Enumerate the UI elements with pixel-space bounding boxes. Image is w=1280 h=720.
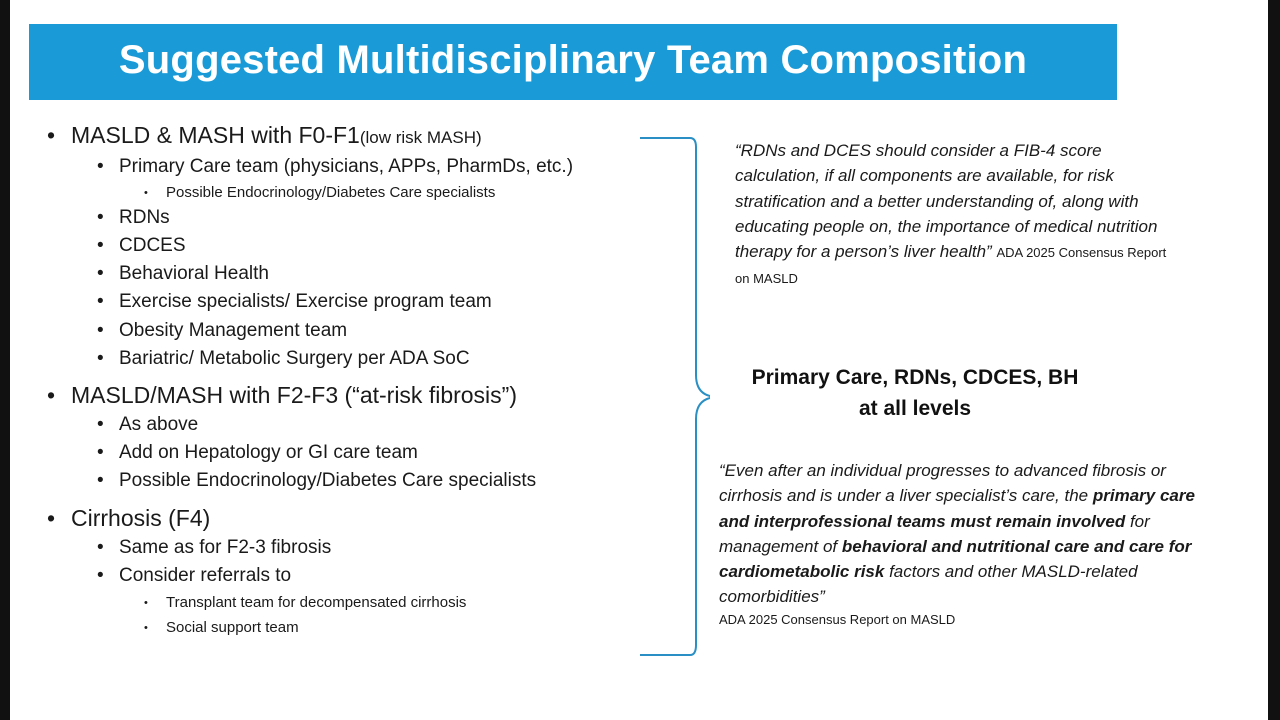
list-item: • Consider referrals to	[97, 565, 292, 586]
center-label	[725, 362, 1105, 424]
slide	[10, 0, 1268, 720]
section-heading-text: MASLD & MASH with F0-F1	[71, 122, 360, 148]
title-banner	[29, 24, 1117, 100]
curly-brace-icon	[640, 135, 710, 665]
section-heading-suffix: (low risk MASH)	[359, 128, 482, 147]
list-item: • As above	[97, 414, 199, 435]
list-item: • RDNs	[97, 207, 170, 228]
center-label-line1: Primary Care, RDNs, CDCES, BH	[751, 366, 1079, 389]
list-item: • CDCES	[97, 235, 186, 256]
list-item: • Exercise specialists/ Exercise program team	[97, 291, 492, 312]
quote-advanced-fibrosis: “Even after an individual progresses to advanced fibrosis or cirrhosis and is under a liver specialist’s care, the primary care and interprofessional teams must remain involved for management of behavioral and nutritional care and care for cardiometabolic risk factors and other MASLD-related comorbidities” ADA 2025 Consensus Report on MASLD	[719, 458, 1219, 630]
list-subitem: • Possible Endocrinology/Diabetes Care specialists	[144, 184, 496, 201]
list-subitem: • Transplant team for decompensated cirrhosis	[144, 594, 467, 611]
center-label-line2: at all levels	[858, 397, 972, 420]
slide-title: Suggested Multidisciplinary Team Composition	[118, 38, 1028, 82]
list-item: • Bariatric/ Metabolic Surgery per ADA SoC	[97, 348, 470, 369]
section-heading-cirrhosis: • Cirrhosis (F4)	[47, 505, 211, 531]
quote-citation: ADA 2025 Consensus Report on MASLD	[719, 611, 956, 627]
section-heading-f2-f3: • MASLD/MASH with F2-F3 (“at-risk fibrosis”)	[47, 382, 517, 408]
list-subitem: • Social support team	[144, 619, 299, 636]
list-item: • Add on Hepatology or GI care team	[97, 442, 418, 463]
list-item: • Obesity Management team	[97, 320, 348, 341]
list-item: • Same as for F2-3 fibrosis	[97, 537, 332, 558]
section-heading-f0-f1	[47, 122, 482, 149]
quote-emphasis: behavioral and nutritional care and care for cardiometabolic risk	[719, 536, 1192, 582]
quote-text: “RDNs and DCES should consider a FIB-4 score calculation, if all components are available, for risk stratification and a better understanding of, along with educating people on, the importance of medical nutrition therapy for a person’s liver health”	[735, 141, 1158, 262]
bullet: •	[47, 122, 56, 148]
list-item: • Primary Care team (physicians, APPs, PharmDs, etc.)	[97, 156, 574, 177]
quote-fib4	[735, 138, 1175, 292]
quote-emphasis: primary care and interprofessional teams must remain involved	[719, 486, 1195, 531]
quote-citation: ADA 2025 Consensus Report on MASLD	[735, 245, 1167, 287]
list-item: • Behavioral Health	[97, 263, 269, 284]
list-item: • Possible Endocrinology/Diabetes Care specialists	[97, 470, 537, 491]
